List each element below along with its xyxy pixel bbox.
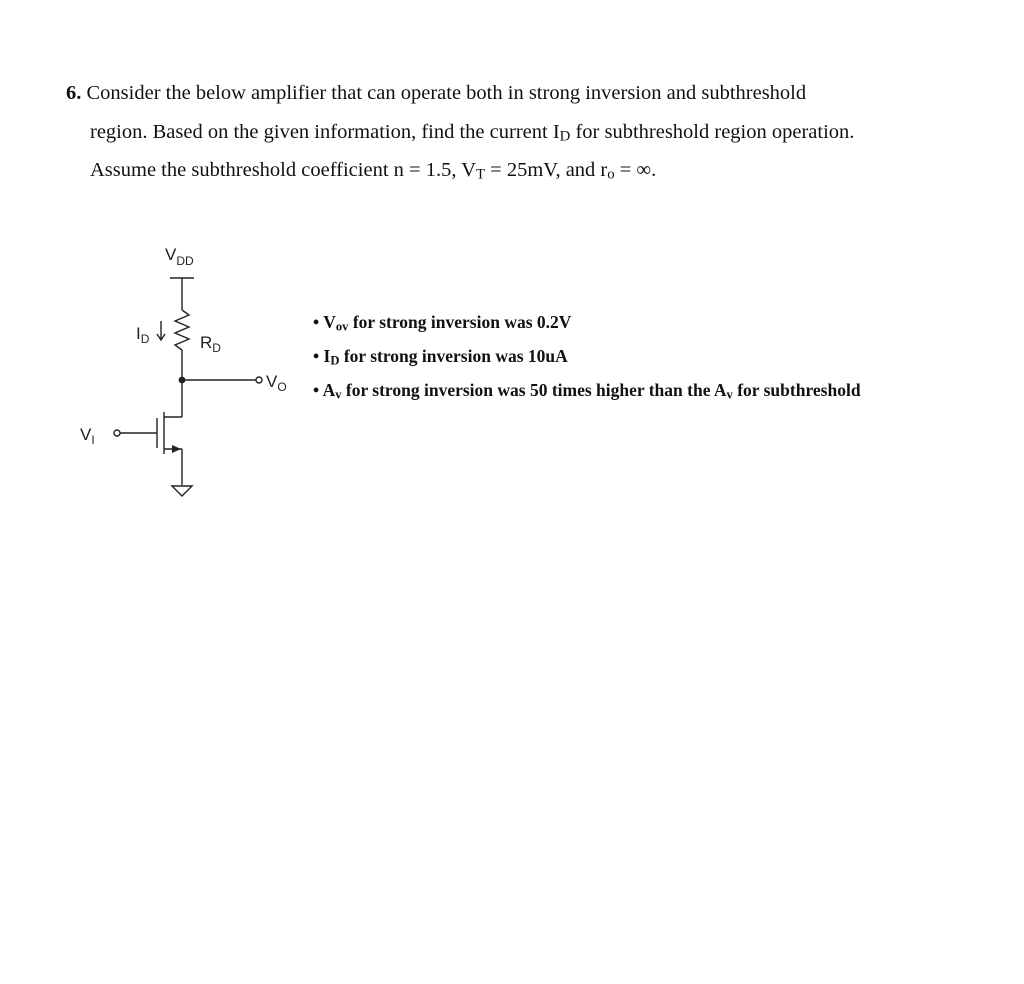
vi-terminal — [114, 430, 120, 436]
rd-label: $R_D$ — [200, 333, 221, 355]
vo-label: $V_O$ — [266, 372, 287, 394]
vi-label: $V_I$ — [80, 425, 95, 447]
rd-resistor — [175, 310, 189, 350]
question-line-2: region. Based on the given information, find the current ID for subthreshold region operation. — [90, 120, 855, 145]
given-item-av: • Av for strong inversion was 50 times higher than the Av for subthreshold — [313, 380, 861, 402]
given-item-vov: • Vov for strong inversion was 0.2V — [313, 312, 572, 334]
given-item-id: • ID for strong inversion was 10uA — [313, 346, 568, 368]
vdd-label: $V_{DD}$ — [165, 245, 194, 268]
vo-terminal — [256, 377, 262, 383]
question-line-3: Assume the subthreshold coefficient n = 1.5, VT = 25mV, and ro = ∞. — [90, 159, 657, 183]
question-number: 6. — [66, 82, 82, 104]
given-info-list — [313, 309, 861, 411]
source-arrow-icon — [172, 445, 181, 453]
output-node-dot — [179, 377, 186, 384]
amplifier-schematic — [60, 230, 320, 520]
id-label: $I_D$ — [136, 324, 150, 346]
ground-icon — [172, 486, 192, 496]
question-line-1: 6. Consider the below amplifier that can operate both in strong inversion and subthreshold — [66, 82, 807, 104]
question-text — [66, 74, 966, 190]
